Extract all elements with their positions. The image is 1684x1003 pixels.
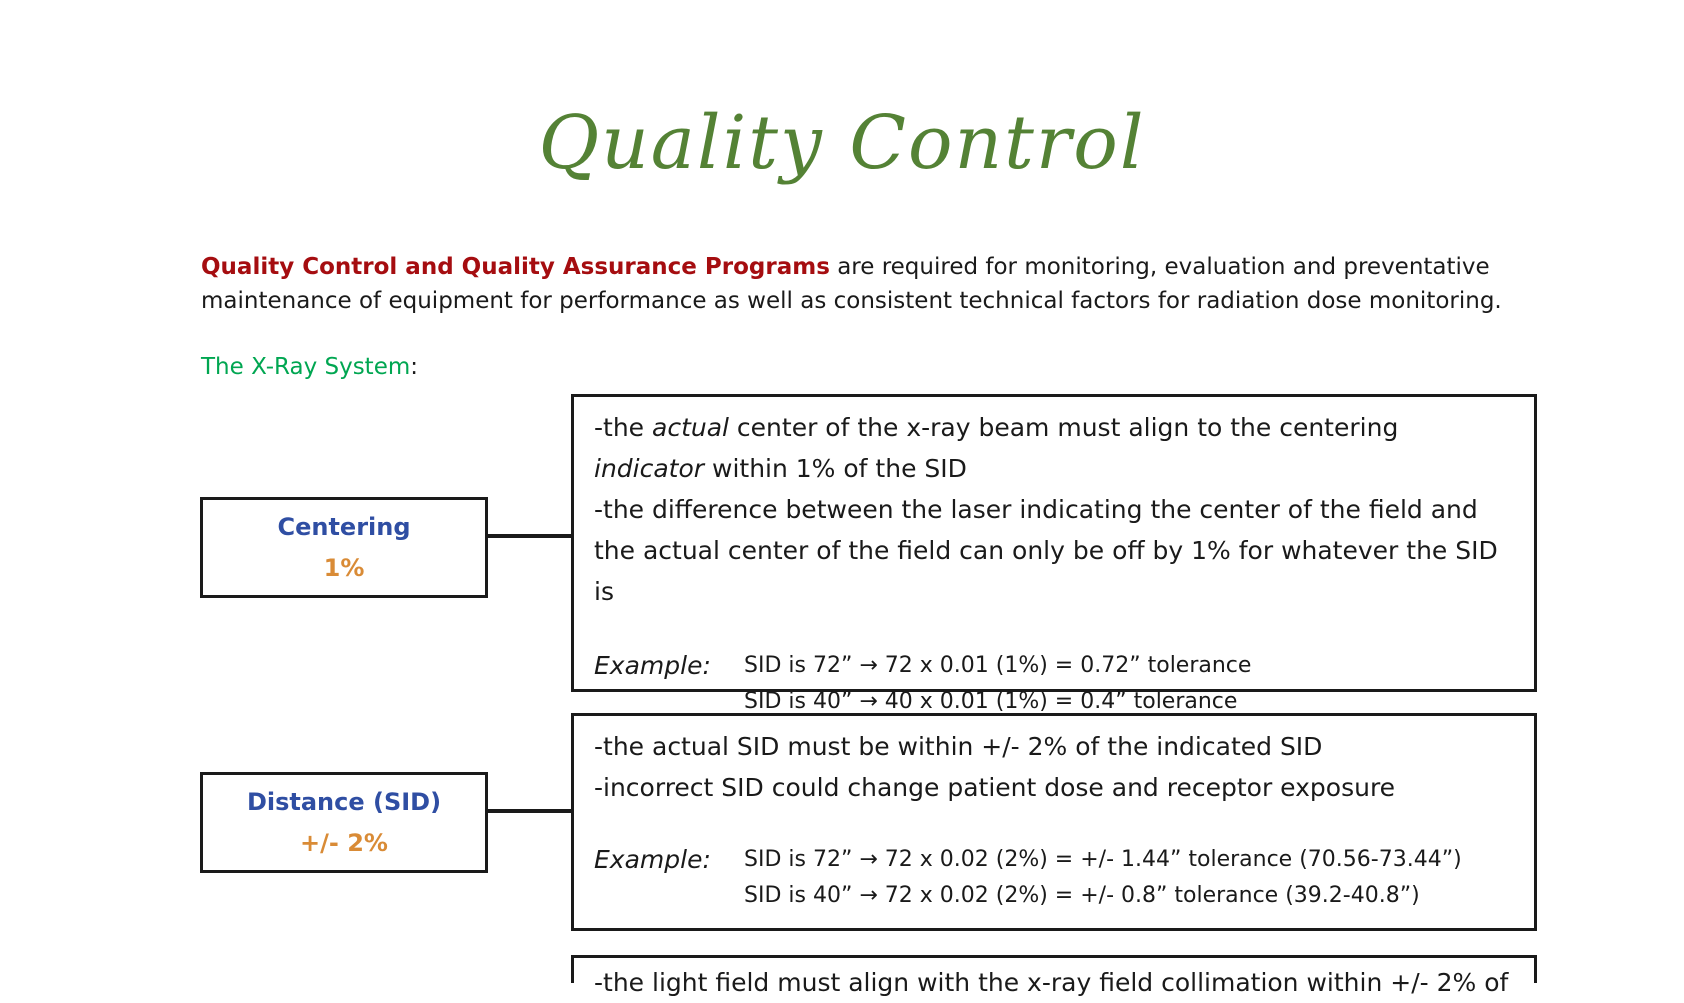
label-value: 1% bbox=[323, 553, 365, 582]
intro-rest: are required for monitoring, evaluation and preventative maintenance of equipment for performance as well as consistent technical factors for radiation dose monitoring. bbox=[201, 254, 1502, 314]
description-line: -the difference between the laser indicating the center of the field and the actual center of the field can only be off by 1% for whatever the SID is bbox=[594, 495, 1498, 606]
example-line: SID is 72” → 72 x 0.01 (1%) = 0.72” tolerance bbox=[744, 653, 1252, 678]
label-box-distance bbox=[200, 772, 488, 873]
description-box-centering bbox=[571, 394, 1537, 714]
section-heading-name: The X-Ray System bbox=[201, 354, 411, 380]
example-line: SID is 40” → 72 x 0.02 (2%) = +/- 0.8” tolerance (39.2-40.8”) bbox=[744, 883, 1420, 908]
description-box-light-field bbox=[571, 955, 1537, 997]
description-line: -the actual center of the x-ray beam must align to the centering indicator within 1% of the SID bbox=[594, 413, 1399, 483]
label-name: Distance (SID) bbox=[246, 787, 442, 816]
example-line: SID is 72” → 72 x 0.02 (2%) = +/- 1.44” tolerance (70.56-73.44”) bbox=[744, 847, 1462, 872]
description-line: -the actual SID must be within +/- 2% of the indicated SID bbox=[594, 732, 1323, 761]
connector-line bbox=[488, 534, 571, 538]
label-box-centering bbox=[200, 497, 488, 598]
description-line: -the light field must align with the x-ray field collimation within +/- 2% of bbox=[594, 968, 1509, 997]
intro-paragraph bbox=[201, 250, 1541, 318]
description-line: -incorrect SID could change patient dose and receptor exposure bbox=[594, 773, 1396, 802]
example-block bbox=[594, 648, 1514, 720]
intro-lead: Quality Control and Quality Assurance Programs bbox=[201, 254, 830, 280]
example-label: Example: bbox=[594, 651, 711, 680]
example-block bbox=[594, 842, 1514, 914]
section-heading bbox=[201, 354, 418, 380]
label-name: Centering bbox=[277, 512, 411, 541]
label-value: +/- 2% bbox=[300, 828, 388, 857]
section-heading-suffix: : bbox=[410, 354, 419, 380]
example-label: Example: bbox=[594, 845, 711, 874]
example-line: SID is 40” → 40 x 0.01 (1%) = 0.4” tolerance bbox=[744, 689, 1238, 714]
connector-line bbox=[488, 809, 571, 813]
page-title: Quality Control bbox=[538, 100, 1146, 186]
description-box-distance bbox=[571, 713, 1537, 931]
